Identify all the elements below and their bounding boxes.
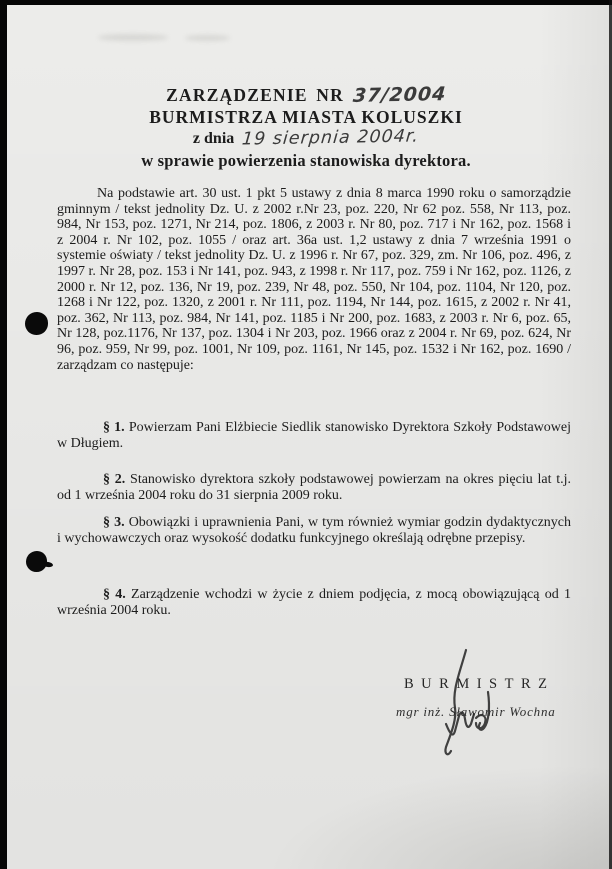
document-header — [7, 85, 605, 171]
date-handwritten: 19 sierpnia 2004r. — [241, 126, 421, 150]
date-line — [7, 128, 605, 150]
section-paragraph-2 — [57, 472, 571, 503]
section-paragraph-1 — [57, 420, 571, 451]
title-label: ZARZĄDZENIE NR — [166, 85, 344, 105]
section-number: § 1. — [103, 420, 125, 435]
scan-edge-top — [0, 0, 612, 5]
section-text: Obowiązki i uprawnienia Pani, w tym również wymiar godzin dydaktycznych i wychowawczych oraz wysokość dodatku funkcyjnego określają odrębne przepisy. — [57, 515, 571, 546]
signature-scrawl — [424, 646, 502, 764]
section-text: Zarządzenie wchodzi w życie z dniem podjęcia, z mocą obowiązującą od 1 września 2004 roku. — [57, 587, 572, 618]
hole-punch-mark — [26, 551, 47, 572]
issuer-line: BURMISTRZA MIASTA KOLUSZKI — [149, 106, 463, 127]
pencil-smudge — [185, 35, 230, 41]
section-number: § 3. — [103, 515, 125, 530]
ordinance-number-handwritten: 37/2004 — [351, 83, 447, 107]
section-text: Stanowisko dyrektora szkoły podstawowej powierzam na okres pięciu lat t.j. od 1 września 2004 roku do 31 sierpnia 2009 roku. — [57, 472, 572, 503]
legal-basis-paragraph: Na podstawie art. 30 ust. 1 pkt 5 ustawy z dnia 8 marca 1990 roku o samorządzie gminnym / tekst jednolity Dz. U. z 2002 r.Nr 23, poz. 220, Nr 62 poz. 558, Nr 113, poz. 984, Nr 153, poz. 1271, Nr 214, poz. 1806, z 2003 r. Nr 80, poz. 717 i Nr 162, poz. 1568 i z 2004 r. Nr 102, poz. 1055 / oraz art. 36a ust. 1,2 ustawy z dnia 7 września 1991 o systemie oświaty / tekst jednolity Dz. U. z 1996 r. Nr 67, poz. 329, zm. Nr 106, poz. 496, z 1997 r. Nr 28, poz. 153 i Nr 141, poz. 943, z 1998 r. Nr 117, poz. 759 i Nr 162, poz. 1126, z 2000 r. Nr 12, poz. 136, Nr 19, poz. 239, Nr 48, poz. 550, Nr 104, poz. 1104, Nr 120, poz. 1268 i Nr 122, poz. 1320, z 2001 r. Nr 111, poz. 1194, Nr 144, poz. 1615, z 2002 r. Nr 41, poz. 362, Nr 113, poz. 984, Nr 141, poz. 1185 i Nr 200, poz. 1683, z 2003 r. Nr 6, poz. 65, Nr 128, poz.1176, Nr 137, poz. 1304 i Nr 203, poz. 1966 oraz z 2004 r. Nr 69, poz. 624, Nr 96, poz. 959, Nr 99, poz. 1001, Nr 109, poz. 1161, Nr 145, poz. 1532 i Nr 162, poz. 1690 / zarządzam co następuje: — [57, 186, 571, 373]
date-label: z dnia — [192, 130, 235, 147]
hole-punch-mark — [25, 312, 48, 335]
signer-name: mgr inż. Sławomir Wochna — [396, 704, 556, 719]
section-paragraph-4 — [57, 587, 571, 618]
section-paragraph-3 — [57, 515, 571, 546]
pencil-smudge — [98, 34, 168, 41]
section-text: Powierzam Pani Elżbiecie Siedlik stanowisko Dyrektora Szkoły Podstawowej w Długiem. — [57, 420, 572, 451]
section-number: § 2. — [103, 472, 126, 487]
document-title-line — [7, 85, 605, 107]
signer-role-stamp: BURMISTRZ — [404, 676, 555, 692]
subject-line: w sprawie powierzenia stanowiska dyrektora. — [141, 150, 471, 170]
section-number: § 4. — [103, 587, 126, 602]
scan-edge-left — [0, 0, 7, 869]
